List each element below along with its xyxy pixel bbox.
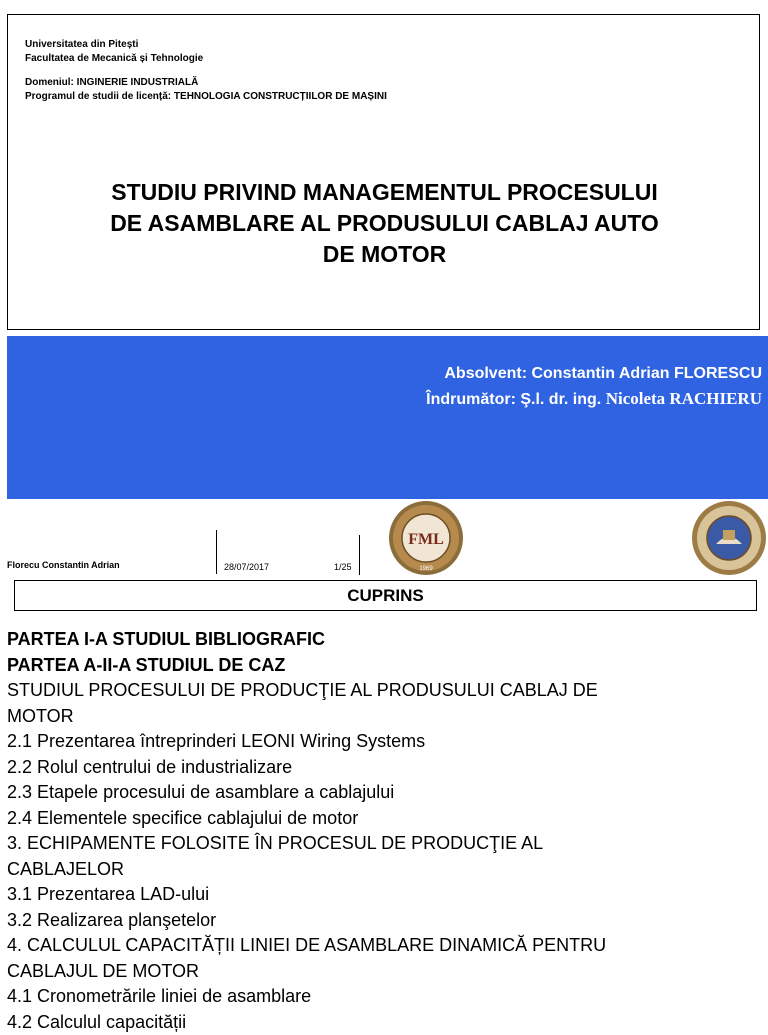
toc-item: CABLAJUL DE MOTOR [7,959,762,985]
supervisor-label [426,386,762,412]
toc-item: 3.2 Realizarea planşetelor [7,908,762,934]
toc-item: CABLAJELOR [7,857,762,883]
program-label: Programul de studii de licență: TEHNOLOGIA CONSTRUCȚIILOR DE MAȘINI [25,90,387,104]
toc-item: PARTEA I-A STUDIUL BIBLIOGRAFIC [7,627,762,653]
program-block [25,76,387,104]
supervisor-prefix: Îndrumător: Ş.l. dr. ing. [426,391,601,408]
institution-block [25,38,203,66]
author-banner [7,336,768,499]
domain-label: Domeniul: INGINERIE INDUSTRIALĂ [25,76,387,90]
title-slide-header [7,14,760,330]
faculty-name: Facultatea de Mecanică și Tehnologie [25,52,203,66]
footer-date: 28/07/2017 [224,562,269,572]
toc-item: 3.1 Prezentarea LAD-ului [7,882,762,908]
toc-item: 2.2 Rolul centrului de industrializare [7,755,762,781]
footer-page-number: 1/25 [334,562,352,572]
author-info [426,361,762,412]
thesis-title [8,177,761,270]
department-logo-icon [386,500,466,576]
footer-divider [359,535,360,575]
logo-fml-year: 1969 [419,566,433,572]
graduate-label: Absolvent: Constantin Adrian FLORESCU [426,361,762,386]
toc-item: 4. CALCULUL CAPACITĂȚII LINIEI DE ASAMBLARE DINAMICĂ PENTRU [7,933,762,959]
thesis-title-line-1: STUDIU PRIVIND MANAGEMENTUL PROCESULUI [8,177,761,208]
toc-item: 2.1 Prezentarea întreprinderi LEONI Wiring Systems [7,729,762,755]
university-name: Universitatea din Pitești [25,38,203,52]
thesis-title-line-2: DE ASAMBLARE AL PRODUSULUI CABLAJ AUTO [8,208,761,239]
toc-item: 3. ECHIPAMENTE FOLOSITE ÎN PROCESUL DE PRODUCŢIE AL [7,831,762,857]
logo-fml-text: FML [408,531,444,548]
toc-item: 4.2 Calculul capacității [7,1010,762,1035]
table-of-contents [7,627,762,1035]
toc-item: PARTEA A-II-A STUDIUL DE CAZ [7,653,762,679]
toc-item: MOTOR [7,704,762,730]
toc-item: STUDIUL PROCESULUI DE PRODUCŢIE AL PRODUSULUI CABLAJ DE [7,678,762,704]
toc-item: 2.3 Etapele procesului de asamblare a cablajului [7,780,762,806]
thesis-title-line-3: DE MOTOR [8,239,761,270]
supervisor-name: Nicoleta RACHIERU [606,389,762,408]
footer-divider [216,530,217,574]
footer-author: Florecu Constantin Adrian [7,560,120,570]
contents-heading: CUPRINS [14,580,757,611]
toc-item: 4.1 Cronometrările liniei de asamblare [7,984,762,1010]
toc-item: 2.4 Elementele specifice cablajului de motor [7,806,762,832]
university-seal-icon [690,500,768,576]
